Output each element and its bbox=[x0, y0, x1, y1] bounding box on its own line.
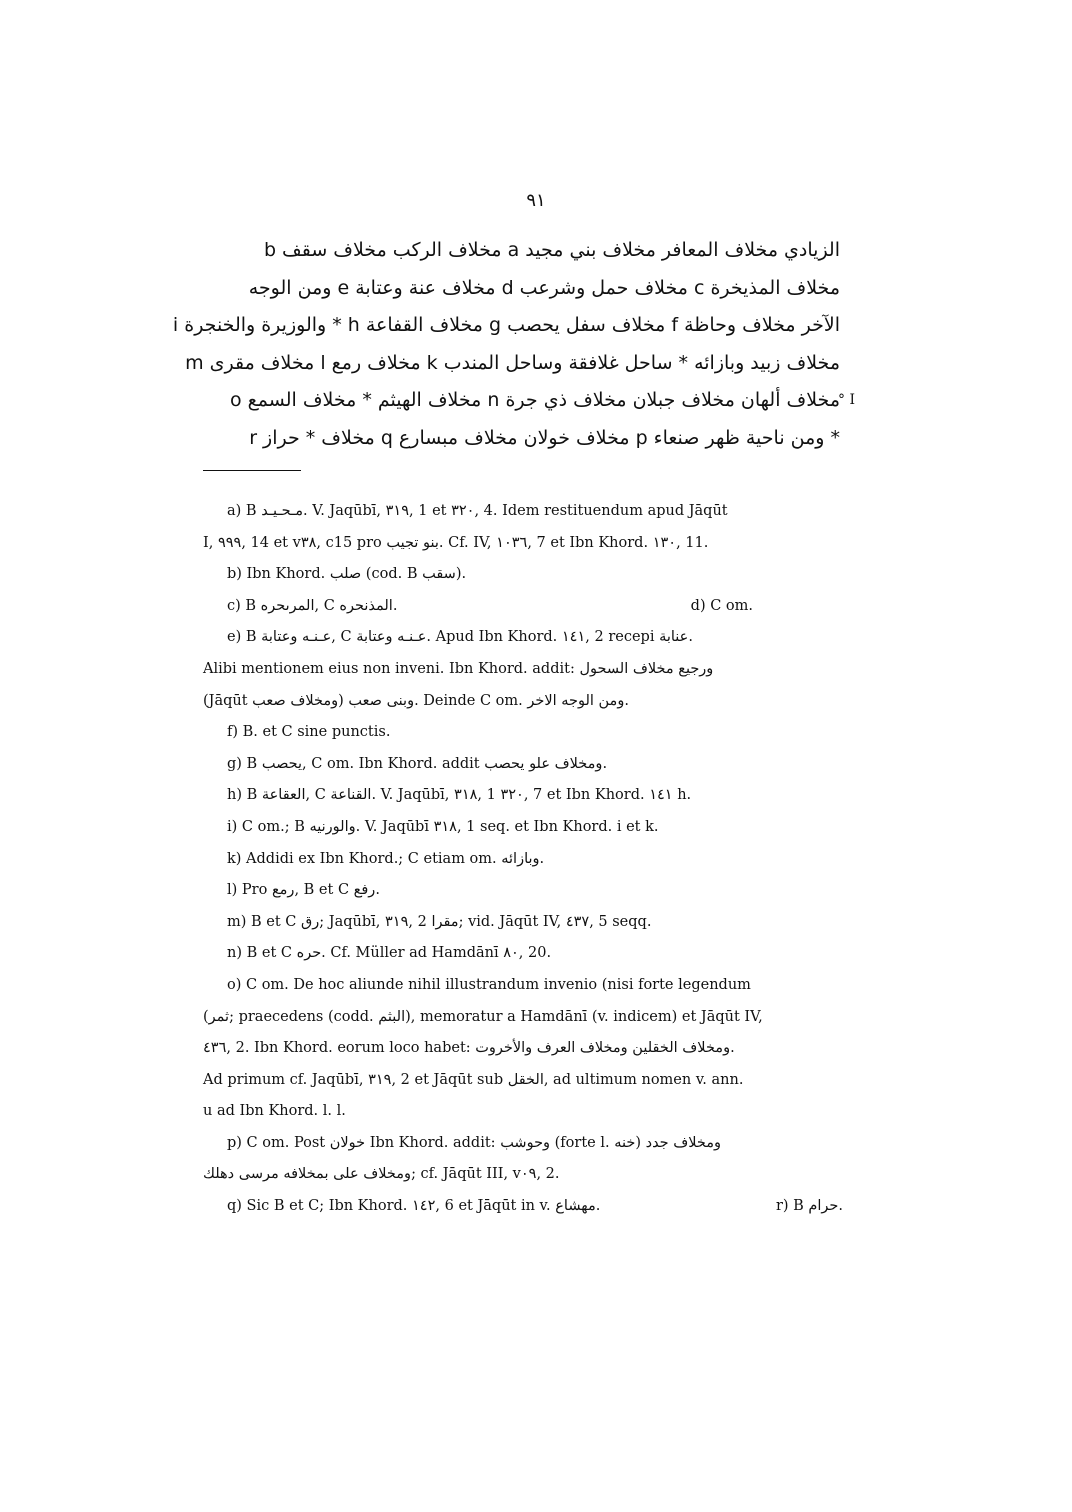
footnote-line: I, ٩٩٩, 14 et v٣٨, c15 pro بنو تجيب. Cf. IV, ١٠٣٦, 7 et Ibn Khord. ١٣٠, 11. bbox=[203, 534, 709, 551]
footnote-line: p) C om. Post خولان Ibn Khord. addit: وحوشب (forte l. خنه) ومخلاف جدد bbox=[227, 1134, 722, 1151]
footnote-line: i) C om.; B والورنيه. V. Jaqūbī ٣١٨, 1 seq. et Ibn Khord. i et k. bbox=[227, 818, 659, 835]
footnote-line: b) Ibn Khord. صلب (cod. B سقب). bbox=[227, 566, 467, 583]
footnote-line: (ثمر; praecedens (codd. البثم), memoratur a Hamdānī (v. indicem) et Jāqūt IV, bbox=[203, 1008, 763, 1025]
main-text-line: الآخر مخلاف وحاظة f مخلاف سفل يحصب g مخلاف القفاعة h * والوزيرة والخنجرة i bbox=[172, 314, 840, 336]
footnote-line: n) B et C حره. Cf. Müller ad Hamdānī ٨٠, 20. bbox=[227, 945, 552, 962]
footnote-line-pair bbox=[203, 591, 843, 623]
footnote-line: q) Sic B et C; Ibn Khord. ١٤٢, 6 et Jāqūt in v. مهشاع. bbox=[227, 1198, 601, 1215]
footnote-line: r) B حرام. bbox=[775, 1198, 843, 1215]
footnote-line: u ad Ibn Khord. l. l. bbox=[203, 1103, 346, 1120]
main-text-line: * ومن ناحية ظهر صنعاء p مخلاف خولان مخلاف مبسارع q مخلاف * حراز r bbox=[249, 426, 840, 449]
main-text-line: مخلاف زبيد وبازائه * ساحل غلافقة وساحل المندب k مخلاف رمع l مخلاف مقرى m bbox=[185, 351, 840, 374]
footnote-line: c) B المرىحره, C المذنحره. bbox=[227, 597, 398, 614]
footnote-line: k) Addidi ex Ibn Khord.; C etiam om. وبازائه. bbox=[227, 850, 545, 867]
margin-mark: ° I bbox=[838, 392, 855, 408]
main-text-line: مخلاف المذيخرة c مخلاف حمل وشرعب d مخلاف عنة وعتابة e ومن الوجه bbox=[248, 276, 840, 299]
footnote-line: m) B et C رق; Jaqūbī, ٣١٩, 2 مقرا; vid. Jāqūt IV, ٤٣٧, 5 seqq. bbox=[227, 913, 652, 930]
main-text-line: الزيادي مخلاف المعافر مخلاف بني مجيد a مخلاف الركب مخلاف سقف b bbox=[263, 239, 840, 261]
footnote-line: d) C om. bbox=[690, 597, 753, 614]
footnote-line: ٤٣٦, 2. Ibn Khord. eorum loco habet: ومخلاف الخقلين ومخلاف العرف والأخروت. bbox=[203, 1040, 735, 1057]
page-number: ٩١ bbox=[526, 190, 546, 211]
footnote-line: ومخلاف على بمخلافه مرسى دهلك; cf. Jāqūt III, v٠٩, 2. bbox=[203, 1166, 560, 1183]
footnote-line: l) Pro رمع, B et C رفع. bbox=[227, 882, 380, 899]
footnote-line: h) B العقاعة, C القناعة. V. Jaqūbī, ٣١٨, 1 ٣٢٠, 7 et Ibn Khord. ١٤١ h. bbox=[227, 787, 692, 804]
footnote-line: Alibi mentionem eius non inveni. Ibn Khord. addit: ورجيع مخلاف السحول bbox=[203, 660, 714, 677]
footnote-line: e) B عـنـه وعتابة, C عـنـه وعتابة. Apud Ibn Khord. ١٤١, 2 recepi عنابة. bbox=[227, 629, 693, 646]
main-text-line: مخلاف ألهان مخلاف جبلان مخلاف ذي جرة n مخلاف الهيثم * مخلاف السمع o bbox=[230, 389, 840, 411]
footnote-line: f) B. et C sine punctis. bbox=[227, 724, 391, 741]
footnotes bbox=[203, 496, 843, 1223]
footnote-line: (Jāqūt ومخلاف صعب) وبنى صعب. Deinde C om. ومن الوجه الاخر. bbox=[203, 692, 629, 709]
footnote-line-pair bbox=[203, 1191, 843, 1223]
footnote-line: a) B مـحـيـد. V. Jaqūbī, ٣١٩, 1 et ٣٢٠, 4. Idem restituendum apud Jāqūt bbox=[227, 503, 728, 519]
footnote-line: g) B يحصب, C om. Ibn Khord. addit ومخلاف علو يحصب. bbox=[227, 755, 608, 772]
main-text-block bbox=[172, 232, 840, 457]
footnote-line: Ad primum cf. Jaqūbī, ٣١٩, 2 et Jāqūt sub الخقل, ad ultimum nomen v. ann. bbox=[203, 1071, 744, 1088]
footnote-line: o) C om. De hoc aliunde nihil illustrandum invenio (nisi forte legendum bbox=[227, 976, 751, 993]
footnote-rule bbox=[203, 470, 301, 471]
